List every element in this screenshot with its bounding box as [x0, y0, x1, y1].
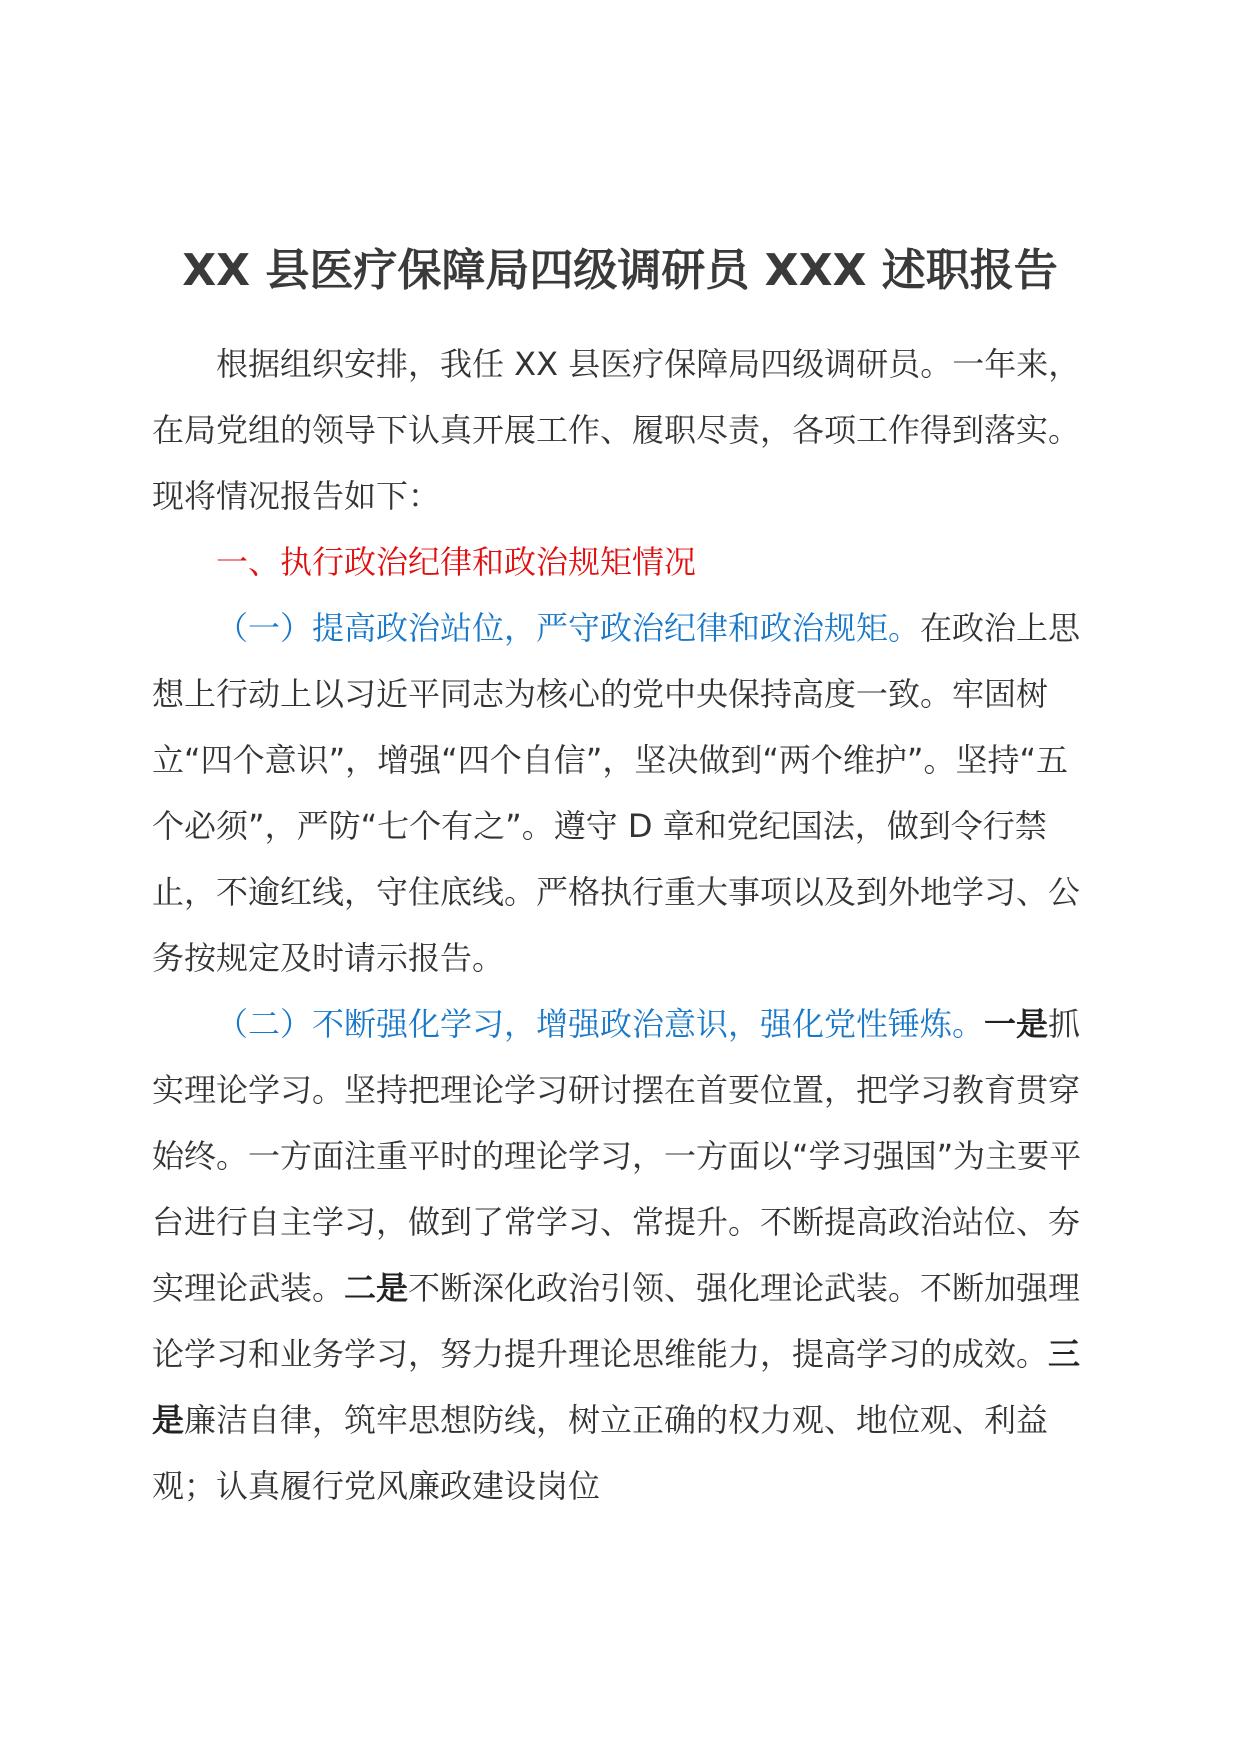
point-3-text: 廉洁自律，筑牢思想防线，树立正确的权力观、地位观、利益观；认真履行党风廉政建设岗位 — [152, 1401, 1049, 1505]
section-heading-1: 一、执行政治纪律和政治规矩情况 — [216, 543, 697, 581]
point-2-text: 不断深化政治引领、强化理论武装。不断加强理论学习和业务学习，努力提升理论思维能力，提高学习的成效。 — [152, 1269, 1081, 1373]
point-1-label: 一是 — [984, 1005, 1049, 1043]
subsection-2-heading: （二）不断强化学习，增强政治意识，强化党性锤炼。 — [216, 1005, 985, 1043]
subsection-1-text: 在政治上思想上行动上以习近平同志为核心的党中央保持高度一致。牢固树立“四个意识”，增强“四个自信”，坚决做到“两个维护”。坚持“五个必须”，严防“七个有之”。遵守 D 章和党纪国法，做到令行禁止，不逾红线，守住底线。严格执行重大事项以及到外地学习、公务按规定及时请示报告。 — [152, 609, 1081, 977]
point-2-label: 二是 — [344, 1269, 409, 1307]
intro-paragraph: 根据组织安排，我任 XX 县医疗保障局四级调研员。一年来，在局党组的领导下认真开展工作、履职尽责，各项工作得到落实。现将情况报告如下： — [152, 345, 1081, 515]
point-1-text: 抓实理论学习。坚持把理论学习研讨摆在首要位置，把学习教育贯穿始终。一方面注重平时的理论学习，一方面以“学习强国”为主要平台进行自主学习，做到了常学习、常提升。不断提高政治站位、夯实理论武装。 — [152, 1005, 1082, 1307]
subsection-1-heading: （一）提高政治站位，严守政治纪律和政治规矩。 — [216, 609, 921, 647]
point-3-label: 三是 — [152, 1335, 1081, 1439]
page-title: XX 县医疗保障局四级调研员 XXX 述职报告 — [182, 245, 1058, 296]
subsection-2-paragraph — [152, 991, 1092, 1519]
subsection-1-paragraph — [152, 595, 1092, 991]
document-body — [152, 331, 1092, 1519]
